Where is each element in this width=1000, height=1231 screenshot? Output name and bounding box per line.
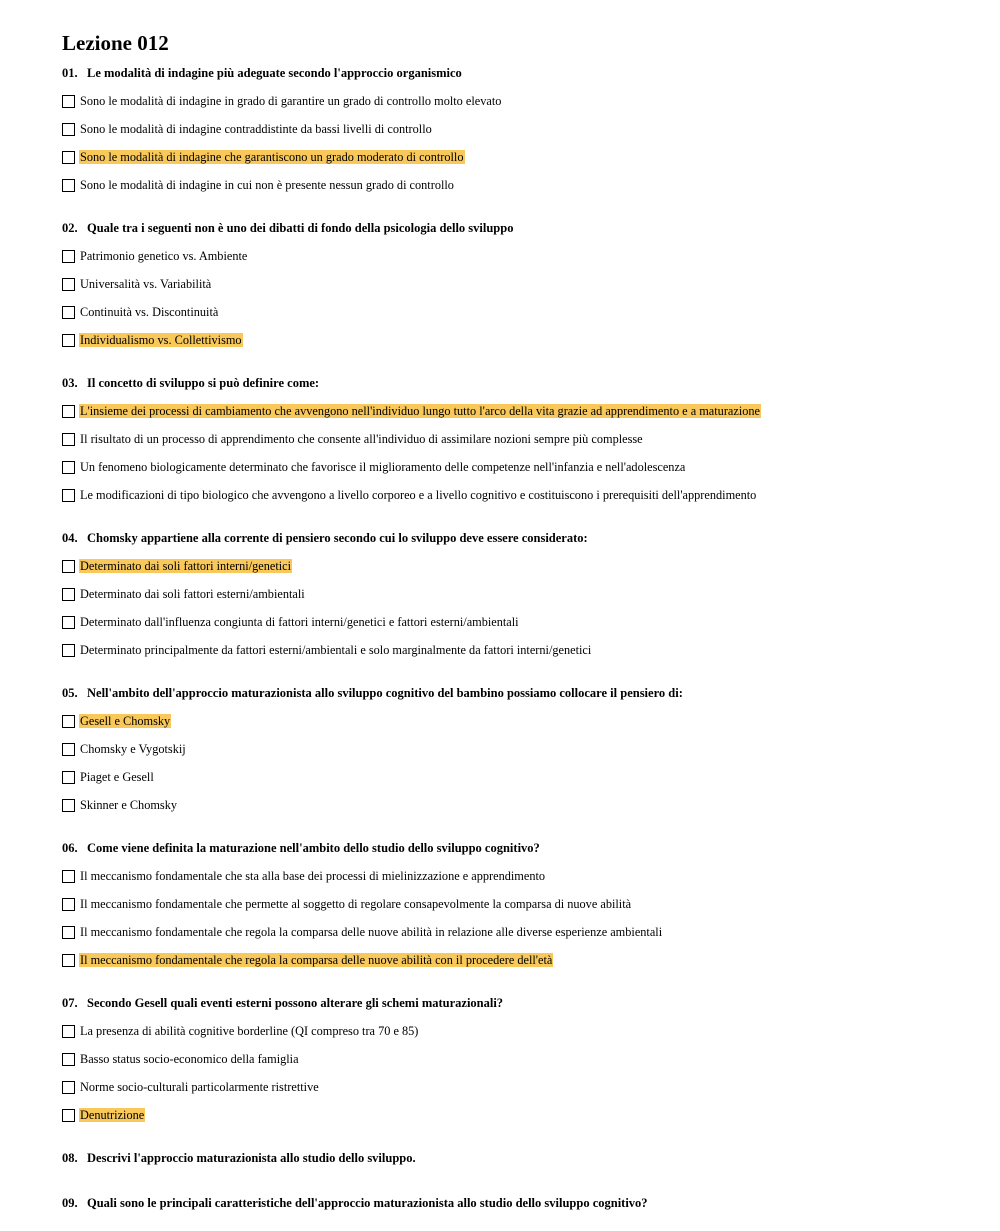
checkbox[interactable] xyxy=(62,179,75,192)
answer-option[interactable] xyxy=(62,1017,962,1045)
question-7 xyxy=(62,993,962,1141)
question-4 xyxy=(62,528,962,676)
question-1 xyxy=(62,63,962,211)
question-8 xyxy=(62,1148,962,1186)
answer-option[interactable] xyxy=(62,481,962,509)
question-text: Secondo Gesell quali eventi esterni possono alterare gli schemi maturazionali? xyxy=(87,996,504,1010)
checkbox[interactable] xyxy=(62,306,75,319)
answer-option[interactable] xyxy=(62,143,962,171)
checkbox[interactable] xyxy=(62,1109,75,1122)
checkbox[interactable] xyxy=(62,250,75,263)
checkbox[interactable] xyxy=(62,954,75,967)
answer-option[interactable] xyxy=(62,171,962,199)
answer-text: Le modificazioni di tipo biologico che avvengono a livello corporeo e a livello cognitivo e costituiscono i prerequisiti dell'apprendimento xyxy=(80,488,757,502)
checkbox[interactable] xyxy=(62,715,75,728)
answer-text-highlighted: Denutrizione xyxy=(80,1108,145,1122)
question-9 xyxy=(62,1193,962,1231)
answer-text: Il risultato di un processo di apprendimento che consente all'individuo di assimilare nozioni sempre più complesse xyxy=(80,432,643,446)
answer-text: Sono le modalità di indagine in cui non è presente nessun grado di controllo xyxy=(80,178,454,192)
question-text: Descrivi l'approccio maturazionista allo studio dello sviluppo. xyxy=(87,1151,416,1165)
answer-text: Il meccanismo fondamentale che permette al soggetto di regolare consapevolmente la comparsa di nuove abilità xyxy=(80,897,632,911)
checkbox[interactable] xyxy=(62,644,75,657)
checkbox[interactable] xyxy=(62,743,75,756)
question-heading xyxy=(62,993,962,1013)
checkbox[interactable] xyxy=(62,799,75,812)
question-3 xyxy=(62,373,962,521)
answer-text: Sono le modalità di indagine in grado di garantire un grado di controllo molto elevato xyxy=(80,94,502,108)
question-heading xyxy=(62,373,962,393)
question-number: 06. xyxy=(62,841,78,855)
checkbox[interactable] xyxy=(62,278,75,291)
question-5 xyxy=(62,683,962,831)
answer-text: Il meccanismo fondamentale che sta alla base dei processi di mielinizzazione e apprendimento xyxy=(80,869,546,883)
answer-option[interactable] xyxy=(62,636,962,664)
question-number: 08. xyxy=(62,1151,78,1165)
answer-text: Sono le modalità di indagine contraddistinte da bassi livelli di controllo xyxy=(80,122,432,136)
answer-option[interactable] xyxy=(62,890,962,918)
checkbox[interactable] xyxy=(62,151,75,164)
answer-option[interactable] xyxy=(62,326,962,354)
answer-option[interactable] xyxy=(62,397,962,425)
question-number: 07. xyxy=(62,996,78,1010)
answer-option[interactable] xyxy=(62,115,962,143)
answer-text: La presenza di abilità cognitive borderline (QI compreso tra 70 e 85) xyxy=(80,1024,419,1038)
quiz-page xyxy=(62,30,962,1231)
answer-option[interactable] xyxy=(62,270,962,298)
answer-option[interactable] xyxy=(62,1101,962,1129)
checkbox[interactable] xyxy=(62,926,75,939)
answer-option[interactable] xyxy=(62,763,962,791)
answer-text: Basso status socio-economico della famiglia xyxy=(80,1052,299,1066)
answer-text: Un fenomeno biologicamente determinato che favorisce il miglioramento delle competenze nell'infanzia e nell'adolescenza xyxy=(80,460,686,474)
question-number: 03. xyxy=(62,376,78,390)
question-6 xyxy=(62,838,962,986)
answer-option[interactable] xyxy=(62,1073,962,1101)
answer-text: Determinato principalmente da fattori esterni/ambientali e solo marginalmente da fattori interni/genetici xyxy=(80,643,592,657)
answer-option[interactable] xyxy=(62,87,962,115)
checkbox[interactable] xyxy=(62,616,75,629)
question-text: Chomsky appartiene alla corrente di pensiero secondo cui lo sviluppo deve essere considerato: xyxy=(87,531,588,545)
question-text: Come viene definita la maturazione nell'ambito dello studio dello sviluppo cognitivo? xyxy=(87,841,540,855)
question-text: Nell'ambito dell'approccio maturazionista allo sviluppo cognitivo del bambino possiamo collocare il pensiero di: xyxy=(87,686,683,700)
answer-option[interactable] xyxy=(62,580,962,608)
answer-text-highlighted: Determinato dai soli fattori interni/genetici xyxy=(80,559,292,573)
question-number: 02. xyxy=(62,221,78,235)
answer-option[interactable] xyxy=(62,242,962,270)
answer-text: Determinato dai soli fattori esterni/ambientali xyxy=(80,587,305,601)
answer-option[interactable] xyxy=(62,608,962,636)
answer-option[interactable] xyxy=(62,425,962,453)
checkbox[interactable] xyxy=(62,870,75,883)
checkbox[interactable] xyxy=(62,123,75,136)
question-heading xyxy=(62,1148,962,1168)
checkbox[interactable] xyxy=(62,588,75,601)
question-heading xyxy=(62,1193,962,1213)
answer-text-highlighted: L'insieme dei processi di cambiamento che avvengono nell'individuo lungo tutto l'arco della vita grazie ad apprendimento e a maturazione xyxy=(80,404,761,418)
question-number: 01. xyxy=(62,66,78,80)
answer-text: Universalità vs. Variabilità xyxy=(80,277,212,291)
answer-option[interactable] xyxy=(62,1045,962,1073)
checkbox[interactable] xyxy=(62,1025,75,1038)
checkbox[interactable] xyxy=(62,405,75,418)
answer-option[interactable] xyxy=(62,791,962,819)
question-heading xyxy=(62,683,962,703)
question-heading xyxy=(62,528,962,548)
checkbox[interactable] xyxy=(62,898,75,911)
answer-text: Skinner e Chomsky xyxy=(80,798,178,812)
answer-option[interactable] xyxy=(62,298,962,326)
checkbox[interactable] xyxy=(62,461,75,474)
answer-text: Determinato dall'influenza congiunta di fattori interni/genetici e fattori esterni/ambientali xyxy=(80,615,519,629)
answer-option[interactable] xyxy=(62,707,962,735)
answer-option[interactable] xyxy=(62,918,962,946)
question-number: 05. xyxy=(62,686,78,700)
checkbox[interactable] xyxy=(62,95,75,108)
question-text: Le modalità di indagine più adeguate secondo l'approccio organismico xyxy=(87,66,462,80)
answer-text: Continuità vs. Discontinuità xyxy=(80,305,219,319)
checkbox[interactable] xyxy=(62,334,75,347)
answer-text-highlighted: Individualismo vs. Collettivismo xyxy=(80,333,242,347)
question-number: 04. xyxy=(62,531,78,545)
question-text: Quale tra i seguenti non è uno dei dibatti di fondo della psicologia dello sviluppo xyxy=(87,221,514,235)
answer-text: Norme socio-culturali particolarmente ristrettive xyxy=(80,1080,319,1094)
question-number: 09. xyxy=(62,1196,78,1210)
answer-text: Piaget e Gesell xyxy=(80,770,154,784)
question-2 xyxy=(62,218,962,366)
checkbox[interactable] xyxy=(62,489,75,502)
checkbox[interactable] xyxy=(62,560,75,573)
checkbox[interactable] xyxy=(62,433,75,446)
answer-option[interactable] xyxy=(62,735,962,763)
answer-text: Chomsky e Vygotskij xyxy=(80,742,186,756)
checkbox[interactable] xyxy=(62,1053,75,1066)
question-list xyxy=(62,63,962,1231)
checkbox[interactable] xyxy=(62,1081,75,1094)
answer-text-highlighted: Il meccanismo fondamentale che regola la comparsa delle nuove abilità con il procedere dell'età xyxy=(80,953,553,967)
answer-text: Il meccanismo fondamentale che regola la comparsa delle nuove abilità in relazione alle diverse esperienze ambientali xyxy=(80,925,663,939)
answer-option[interactable] xyxy=(62,862,962,890)
answer-option[interactable] xyxy=(62,453,962,481)
question-text: Quali sono le principali caratteristiche dell'approccio maturazionista allo studio dello sviluppo cognitivo? xyxy=(87,1196,648,1210)
question-heading xyxy=(62,63,962,83)
question-heading xyxy=(62,838,962,858)
page-title: Lezione 012 xyxy=(62,31,169,55)
answer-option[interactable] xyxy=(62,946,962,974)
question-text: Il concetto di sviluppo si può definire come: xyxy=(87,376,320,390)
answer-text: Patrimonio genetico vs. Ambiente xyxy=(80,249,248,263)
answer-text-highlighted: Gesell e Chomsky xyxy=(80,714,171,728)
checkbox[interactable] xyxy=(62,771,75,784)
answer-option[interactable] xyxy=(62,552,962,580)
question-heading xyxy=(62,218,962,238)
answer-text-highlighted: Sono le modalità di indagine che garantiscono un grado moderato di controllo xyxy=(80,150,464,164)
